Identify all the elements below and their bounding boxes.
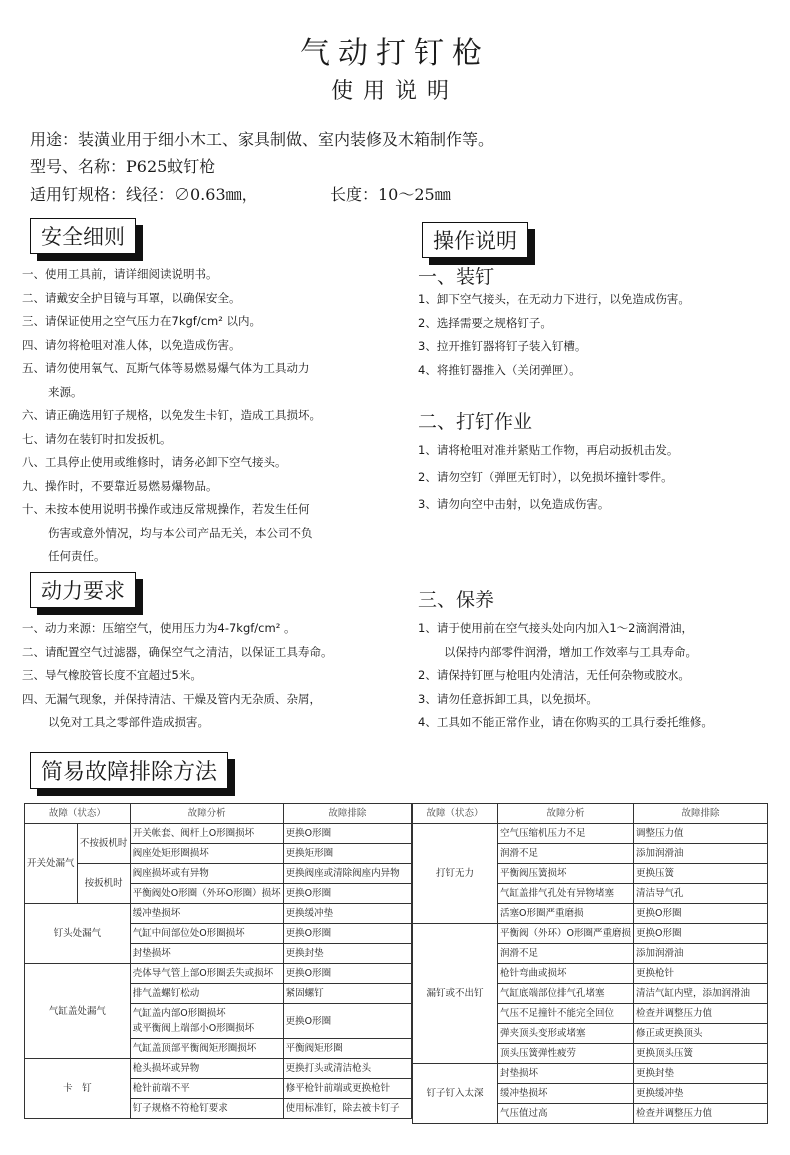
load-list xyxy=(418,288,788,382)
list-item: 4、工具如不能正常作业，请在你购买的工具行委托维修。 xyxy=(418,715,713,729)
troubleshoot-heading: 简易故障排除方法 xyxy=(30,752,228,789)
remedy-cell: 使用标准钉，除去被卡钉子 xyxy=(283,1099,411,1119)
remedy-cell: 修正或更换顶头 xyxy=(633,1024,767,1044)
header-remedy: 故障排除 xyxy=(283,804,411,824)
remedy-cell: 检查并调整压力值 xyxy=(633,1104,767,1124)
list-item: 3、拉开推钉器将钉子装入钉槽。 xyxy=(418,339,587,353)
list-item: 七、请勿在装钉时扣发扳机。 xyxy=(22,431,172,446)
analysis-cell: 开关帐套、阀杆上O形圈损坏 xyxy=(130,824,283,844)
table-row xyxy=(413,824,768,844)
list-item: 以免对工具之零部件造成损害。 xyxy=(48,715,209,729)
list-item: 来源。 xyxy=(48,384,83,399)
analysis-cell xyxy=(130,1004,283,1039)
analysis-line: 或平衡阀上端部小O形圈损坏 xyxy=(132,1023,255,1034)
remedy-cell: 更换O形圈 xyxy=(283,924,411,944)
analysis-cell: 平衡阀（外环）O形圈严重磨损 xyxy=(497,924,633,944)
fault-group: 开关处漏气 xyxy=(25,824,78,904)
analysis-cell: 气缸盖顶部平衡阀矩形圈损坏 xyxy=(130,1039,283,1059)
table-header-row xyxy=(25,804,412,824)
list-item: 一、使用工具前，请详细阅读说明书。 xyxy=(22,267,218,281)
table-row xyxy=(413,924,768,944)
list-item: 一、动力来源：压缩空气，使用压力为4-7kgf/cm² 。 xyxy=(22,621,296,635)
header-analysis: 故障分析 xyxy=(130,804,283,824)
analysis-cell: 枪针前端不平 xyxy=(130,1079,283,1099)
fault-group: 打钉无力 xyxy=(413,824,498,924)
safety-list xyxy=(22,263,402,569)
usage-line: 用途：装潢业用于细小木工、家具制做、室内装修及木箱制作等。 xyxy=(30,130,495,149)
list-item: 六、请正确选用钉子规格，以免发生卡钉，造成工具损坏。 xyxy=(22,408,321,422)
remedy-cell: 更换O形圈 xyxy=(283,1004,411,1039)
analysis-cell: 润滑不足 xyxy=(497,844,633,864)
remedy-cell: 紧固螺钉 xyxy=(283,984,411,1004)
document-title: 气动打钉枪 xyxy=(300,36,490,71)
safety-heading: 安全细则 xyxy=(30,218,136,254)
spec-diameter: 适用钉规格：线径：∅0.63㎜， xyxy=(30,185,258,204)
header-fault: 故障（状态） xyxy=(413,804,498,824)
nailing-subheading: 二、打钉作业 xyxy=(418,411,533,433)
remedy-cell: 更换O形圈 xyxy=(633,924,767,944)
remedy-cell: 更换O形圈 xyxy=(633,904,767,924)
list-item: 4、将推钉器推入（关闭弹匣）。 xyxy=(418,362,581,377)
list-item: 3、请勿任意拆卸工具，以免损坏。 xyxy=(418,691,598,706)
remedy-cell: 更换枪针 xyxy=(633,964,767,984)
list-item: 八、工具停止使用或维修时，请务必卸下空气接头。 xyxy=(22,455,287,469)
list-item: 二、请配置空气过滤器，确保空气之清洁，以保证工具寿命。 xyxy=(22,644,333,659)
analysis-cell: 钉子规格不符枪钉要求 xyxy=(130,1099,283,1119)
remedy-cell: 更换矩形圈 xyxy=(283,844,411,864)
analysis-cell: 枪针弯曲或损坏 xyxy=(497,964,633,984)
list-item: 四、无漏气现象，并保持清洁、干燥及管内无杂质、杂屑， xyxy=(22,691,321,706)
spec-length: 长度：10～25㎜ xyxy=(330,185,451,204)
analysis-cell: 气缸盖排气孔处有异物堵塞 xyxy=(497,884,633,904)
list-item: 二、请戴安全护目镜与耳罩，以确保安全。 xyxy=(22,290,241,305)
analysis-cell: 润滑不足 xyxy=(497,944,633,964)
list-item: 1、请于使用前在空气接头处向内加入1～2滴润滑油， xyxy=(418,621,693,635)
list-item: 1、卸下空气接头，在无动力下进行，以免造成伤害。 xyxy=(418,292,690,306)
analysis-cell: 阀座处矩形圈损坏 xyxy=(130,844,283,864)
analysis-cell: 封垫损坏 xyxy=(130,944,283,964)
remedy-cell: 更换O形圈 xyxy=(283,824,411,844)
analysis-cell: 排气盖螺钉松动 xyxy=(130,984,283,1004)
remedy-cell: 修平枪针前端或更换枪针 xyxy=(283,1079,411,1099)
header-remedy: 故障排除 xyxy=(633,804,767,824)
list-item: 2、请保持钉匣与枪咀内处清洁，无任何杂物或胶水。 xyxy=(418,668,690,682)
table-row xyxy=(25,864,412,884)
table-row xyxy=(25,1059,412,1079)
fault-group: 气缸盖处漏气 xyxy=(25,964,131,1059)
fault-subgroup: 不按扳机时 xyxy=(77,824,130,864)
remedy-cell: 更换O形圈 xyxy=(283,964,411,984)
analysis-cell: 空气压缩机压力不足 xyxy=(497,824,633,844)
operation-heading: 操作说明 xyxy=(422,222,528,258)
remedy-cell: 更换打头或清洁枪头 xyxy=(283,1059,411,1079)
fault-group: 钉头处漏气 xyxy=(25,904,131,964)
table-row xyxy=(25,824,412,844)
remedy-cell: 添加润滑油 xyxy=(633,844,767,864)
list-item: 四、请勿将枪咀对准人体，以免造成伤害。 xyxy=(22,337,241,352)
remedy-cell: 清洁气缸内壁，添加润滑油 xyxy=(633,984,767,1004)
remedy-cell: 更换缓冲垫 xyxy=(633,1084,767,1104)
analysis-cell: 封垫损坏 xyxy=(497,1064,633,1084)
header-analysis: 故障分析 xyxy=(497,804,633,824)
list-item: 任何责任。 xyxy=(48,549,106,563)
list-item: 九、操作时，不要靠近易燃易爆物品。 xyxy=(22,478,218,493)
list-item: 2、选择需要之规格钉子。 xyxy=(418,315,552,330)
list-item: 三、导气橡胶管长度不宜超过5米。 xyxy=(22,668,202,682)
analysis-cell: 气缸底端部位排气孔堵塞 xyxy=(497,984,633,1004)
troubleshoot-table-left xyxy=(24,803,412,1119)
remedy-cell: 平衡阀矩形圈 xyxy=(283,1039,411,1059)
analysis-cell: 平衡阀处O形圈（外环O形圈）损坏 xyxy=(130,884,283,904)
remedy-cell: 更换压簧 xyxy=(633,864,767,884)
list-item: 1、请将枪咀对准并紧贴工作物，再启动扳机击发。 xyxy=(418,443,679,457)
analysis-cell: 气压不足撞针不能完全回位 xyxy=(497,1004,633,1024)
power-list xyxy=(22,617,402,735)
analysis-cell: 平衡阀压簧损坏 xyxy=(497,864,633,884)
analysis-line: 气缸盖内部O形圈损坏 xyxy=(132,1008,226,1019)
remedy-cell: 更换阀座或清除阀座内异物 xyxy=(283,864,411,884)
list-item: 五、请勿使用氧气、瓦斯气体等易燃易爆气体为工具动力 xyxy=(22,361,310,375)
analysis-cell: 壳体导气管上部O形圈丢失或损坏 xyxy=(130,964,283,984)
remedy-cell: 更换封垫 xyxy=(283,944,411,964)
list-item: 以保持内部零件润滑，增加工作效率与工具寿命。 xyxy=(444,644,697,659)
troubleshoot-table-right xyxy=(412,803,768,1124)
analysis-cell: 气缸中间部位处O形圈损坏 xyxy=(130,924,283,944)
remedy-cell: 更换缓冲垫 xyxy=(283,904,411,924)
power-heading: 动力要求 xyxy=(30,572,136,608)
fault-group: 卡 钉 xyxy=(25,1059,131,1119)
analysis-cell: 气压值过高 xyxy=(497,1104,633,1124)
nailing-list xyxy=(418,437,788,518)
fault-subgroup: 按扳机时 xyxy=(77,864,130,904)
fault-group: 钉子钉入太深 xyxy=(413,1064,498,1124)
remedy-cell: 清洁导气孔 xyxy=(633,884,767,904)
maintenance-subheading: 三、保养 xyxy=(418,589,495,611)
remedy-cell: 更换封垫 xyxy=(633,1064,767,1084)
analysis-cell: 枪头损坏或异物 xyxy=(130,1059,283,1079)
analysis-cell: 活塞O形圈严重磨损 xyxy=(497,904,633,924)
analysis-cell: 缓冲垫损坏 xyxy=(130,904,283,924)
list-item: 伤害或意外情况，均与本公司产品无关，本公司不负 xyxy=(48,525,313,540)
load-subheading: 一、装钉 xyxy=(418,266,495,288)
table-row xyxy=(25,904,412,924)
table-header-row xyxy=(413,804,768,824)
analysis-cell: 缓冲垫损坏 xyxy=(497,1084,633,1104)
analysis-cell: 弹夹顶头变形或堵塞 xyxy=(497,1024,633,1044)
analysis-cell: 顶头压簧弹性疲劳 xyxy=(497,1044,633,1064)
list-item: 三、请保证使用之空气压力在7kgf/cm² 以内。 xyxy=(22,314,261,328)
document-subtitle: 使用说明 xyxy=(330,79,459,104)
header-fault: 故障（状态） xyxy=(25,804,131,824)
remedy-cell: 检查并调整压力值 xyxy=(633,1004,767,1024)
table-row xyxy=(413,1064,768,1084)
table-row xyxy=(25,964,412,984)
remedy-cell: 更换顶头压簧 xyxy=(633,1044,767,1064)
maintenance-list xyxy=(418,617,788,735)
list-item: 3、请勿向空中击射，以免造成伤害。 xyxy=(418,497,610,511)
list-item: 十、未按本使用说明书操作或违反常规操作，若发生任何 xyxy=(22,502,310,516)
remedy-cell: 调整压力值 xyxy=(633,824,767,844)
remedy-cell: 更换O形圈 xyxy=(283,884,411,904)
remedy-cell: 添加润滑油 xyxy=(633,944,767,964)
model-line: 型号、名称：P625蚊钉枪 xyxy=(30,157,216,176)
list-item: 2、请勿空钉（弹匣无钉时），以免损坏撞针零件。 xyxy=(418,470,673,484)
fault-group: 漏钉或不出钉 xyxy=(413,924,498,1064)
analysis-cell: 阀座损坏或有异物 xyxy=(130,864,283,884)
